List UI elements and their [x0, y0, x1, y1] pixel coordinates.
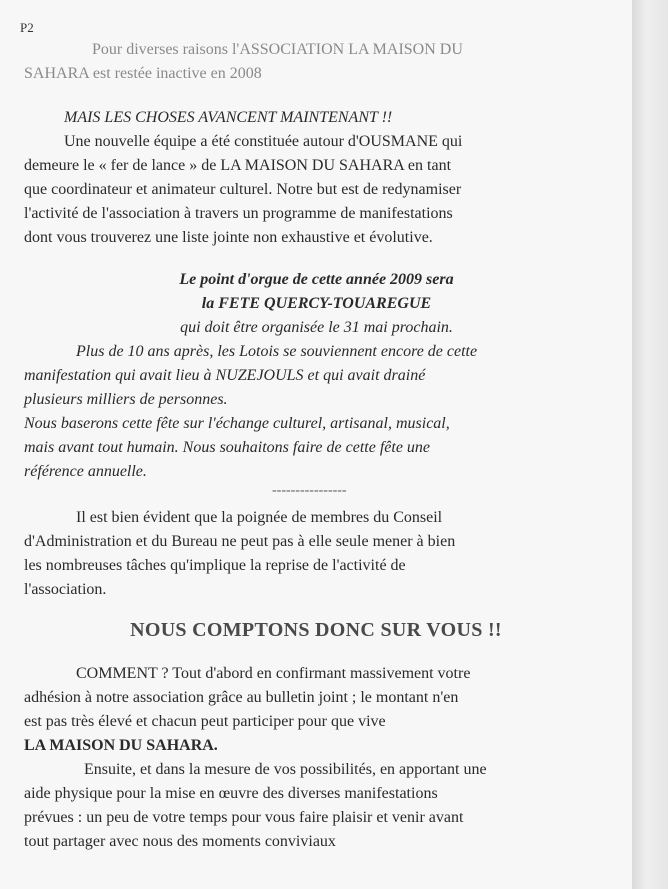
festival-name: la FETE QUERCY-TOUAREGUE	[201, 295, 432, 312]
news-line: demeure le « fer de lance » de LA MAISON DU SAHARA en tant	[24, 157, 452, 174]
council-line: les nombreuses tâches qu'implique la reprise de l'activité de	[24, 557, 406, 574]
how-line: Ensuite, et dans la mesure de vos possibilités, en apportant une	[84, 761, 487, 778]
festival-line: mais avant tout humain. Nous souhaitons faire de cette fête une	[24, 439, 431, 456]
intro-line: Pour diverses raisons l'ASSOCIATION LA MAISON DU	[92, 41, 463, 58]
festival-line: Plus de 10 ans après, les Lotois se souviennent encore de cette	[76, 343, 478, 360]
intro-paragraph	[24, 38, 609, 86]
festival-line: Nous baserons cette fête sur l'échange culturel, artisanal, musical,	[24, 415, 450, 432]
how-line: adhésion à notre association grâce au bulletin joint ; le montant n'en	[24, 689, 459, 706]
news-heading: MAIS LES CHOSES AVANCENT MAINTENANT !!	[64, 109, 393, 126]
news-line: dont vous trouverez une liste jointe non exhaustive et évolutive.	[24, 229, 433, 246]
council-paragraph	[24, 506, 609, 602]
association-name: LA MAISON DU SAHARA.	[24, 737, 218, 754]
council-line: Il est bien évident que la poignée de membres du Conseil	[76, 509, 443, 526]
council-line: d'Administration et du Bureau ne peut pas à elle seule mener à bien	[24, 533, 456, 550]
festival-line: plusieurs milliers de personnes.	[24, 391, 228, 408]
news-line: l'activité de l'association à travers un programme de manifestations	[24, 205, 453, 222]
how-line: tout partager avec nous des moments conviviaux	[24, 833, 336, 850]
how-paragraph	[24, 662, 609, 854]
intro-line: SAHARA est restée inactive en 2008	[24, 65, 262, 82]
news-section	[24, 106, 609, 250]
festival-section	[24, 268, 609, 484]
festival-headline: Le point d'orgue de cette année 2009 sera	[179, 271, 454, 288]
festival-line: référence annuelle.	[24, 463, 147, 480]
separator: ----------------	[272, 483, 347, 498]
festival-date: qui doit être organisée le 31 mai prochain.	[180, 319, 453, 336]
council-line: l'association.	[24, 581, 107, 598]
how-line: COMMENT ? Tout d'abord en confirmant massivement votre	[76, 665, 471, 682]
call-to-action-title: NOUS COMPTONS DONC SUR VOUS !!	[130, 619, 502, 641]
how-line: aide physique pour la mise en œuvre des diverses manifestations	[24, 785, 438, 802]
how-line: prévues : un peu de votre temps pour vous faire plaisir et venir avant	[24, 809, 464, 826]
festival-line: manifestation qui avait lieu à NUZEJOULS et qui avait drainé	[24, 367, 426, 384]
how-line: est pas très élevé et chacun peut participer pour que vive	[24, 713, 386, 730]
news-line: que coordinateur et animateur culturel. Notre but est de redynamiser	[24, 181, 462, 198]
news-line: Une nouvelle équipe a été constituée autour d'OUSMANE qui	[64, 133, 463, 150]
scan-edge	[632, 0, 668, 889]
page-number: P2	[20, 20, 34, 35]
